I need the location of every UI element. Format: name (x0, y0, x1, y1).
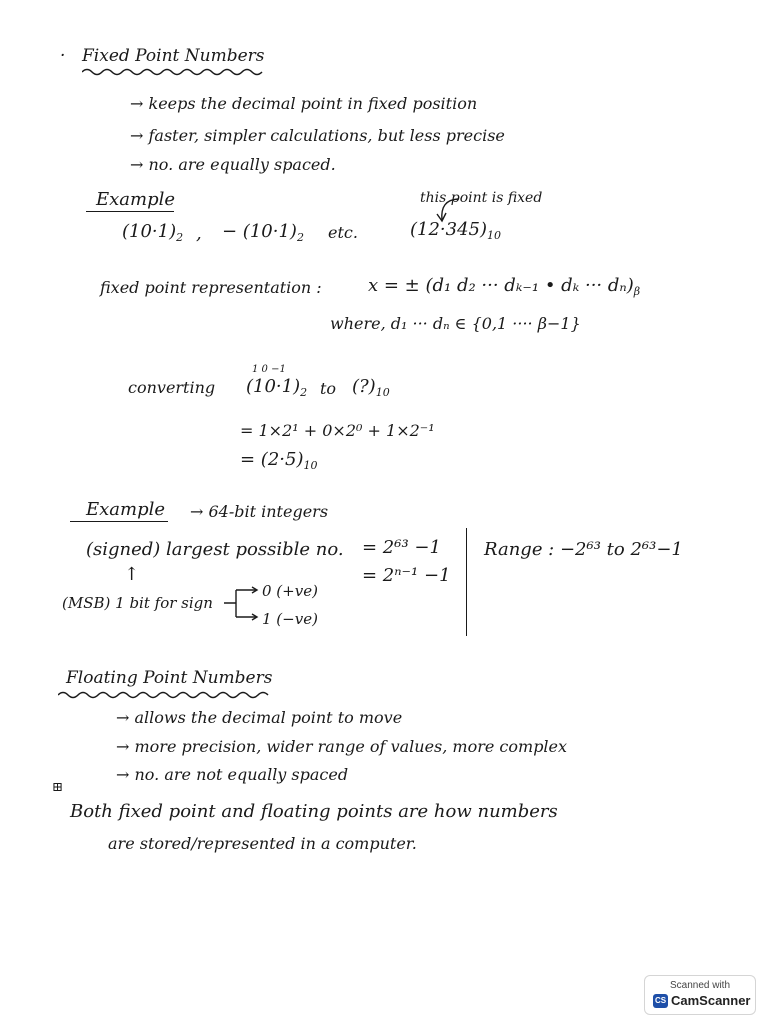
sign-negative-branch: 1 (−ve) (262, 610, 318, 628)
representation-formula (368, 276, 640, 302)
converting-target (352, 377, 390, 403)
section-divider-bar (466, 528, 467, 636)
signed-equation-2: = 2ⁿ⁻¹ −1 (362, 565, 451, 586)
example-value-1: (10·1) (122, 221, 177, 242)
converting-step-2-text: = (2·5) (240, 449, 304, 470)
example-separator: , (196, 223, 202, 244)
signed-largest-line: (signed) largest possible no. (86, 539, 344, 560)
fixed-point-title: Fixed Point Numbers (82, 46, 265, 66)
camscanner-badge (644, 975, 756, 1015)
converting-step-2-base: 10 (303, 459, 318, 472)
representation-label: fixed point representation : (100, 278, 322, 297)
converting-label: converting (128, 378, 216, 397)
floating-bullet-2: → more precision, wider range of values, more complex (116, 737, 568, 756)
representation-formula-text: x = ± (d₁ d₂ ··· dₖ₋₁ • dₖ ··· dₙ) (368, 275, 634, 296)
converting-value-text: (10·1) (246, 376, 301, 397)
converting-target-text: (?) (352, 376, 376, 397)
fixed-bullet-1: → keeps the decimal point in fixed position (130, 94, 478, 113)
example-topic: → 64-bit integers (190, 502, 329, 521)
signed-equation-1: = 2⁶³ −1 (362, 537, 441, 558)
section-marker: · (60, 46, 66, 66)
where-clause: where, d₁ ··· dₙ ∈ {0,1 ···· β−1} (330, 314, 581, 333)
example-label-1: Example (96, 189, 176, 210)
example-base-2: 2 (296, 231, 304, 244)
example-value-3: (12·345) (410, 219, 488, 240)
conclusion-marker-icon: ⊞ (52, 780, 63, 795)
representation-base: β (633, 285, 641, 298)
converting-step-1: = 1×2¹ + 0×2⁰ + 1×2⁻¹ (240, 421, 435, 440)
scanned-with-text: Scanned with (669, 980, 731, 991)
floating-bullet-3: → no. are not equally spaced (116, 765, 349, 784)
example-underline-1 (86, 211, 174, 212)
example-12-345-base10 (410, 220, 501, 246)
converting-step-2 (240, 450, 317, 476)
sign-branch-bracket (222, 584, 262, 624)
example-value-2: − (10·1) (222, 221, 297, 242)
converting-value-base: 2 (300, 386, 308, 399)
converting-value (246, 377, 307, 403)
example-neg-10-1-base2 (222, 222, 304, 248)
example-base-1: 2 (176, 231, 184, 244)
title-underline-squiggle (82, 67, 267, 77)
example-10-1-base2 (122, 222, 183, 248)
fixed-point-annotation: this point is fixed (420, 190, 543, 206)
range-text: Range : −2⁶³ to 2⁶³−1 (484, 539, 683, 560)
example-base-3: 10 (487, 229, 502, 242)
floating-title-underline-squiggle (58, 690, 270, 700)
sign-arrow: ↑ (124, 564, 140, 585)
msb-sign-bit: (MSB) 1 bit for sign (62, 594, 213, 612)
floating-point-title: Floating Point Numbers (66, 668, 273, 688)
camscanner-brand: CamScanner (671, 993, 751, 1008)
fixed-bullet-3: → no. are equally spaced. (130, 155, 336, 174)
example-etc: etc. (328, 223, 358, 242)
converting-exponents: 1 0 −1 (252, 364, 286, 375)
conclusion-line-2: are stored/represented in a computer. (108, 834, 417, 853)
example-label-2: Example (86, 499, 166, 520)
conclusion-line-1: Both fixed point and floating points are how numbers (70, 801, 558, 822)
example-underline-2 (70, 521, 168, 522)
camscanner-logo-icon: CS (653, 994, 668, 1008)
fixed-bullet-2: → faster, simpler calculations, but less precise (130, 126, 505, 145)
converting-target-base: 10 (375, 386, 390, 399)
floating-bullet-1: → allows the decimal point to move (116, 708, 403, 727)
sign-positive-branch: 0 (+ve) (262, 582, 318, 600)
converting-to: to (320, 379, 337, 398)
